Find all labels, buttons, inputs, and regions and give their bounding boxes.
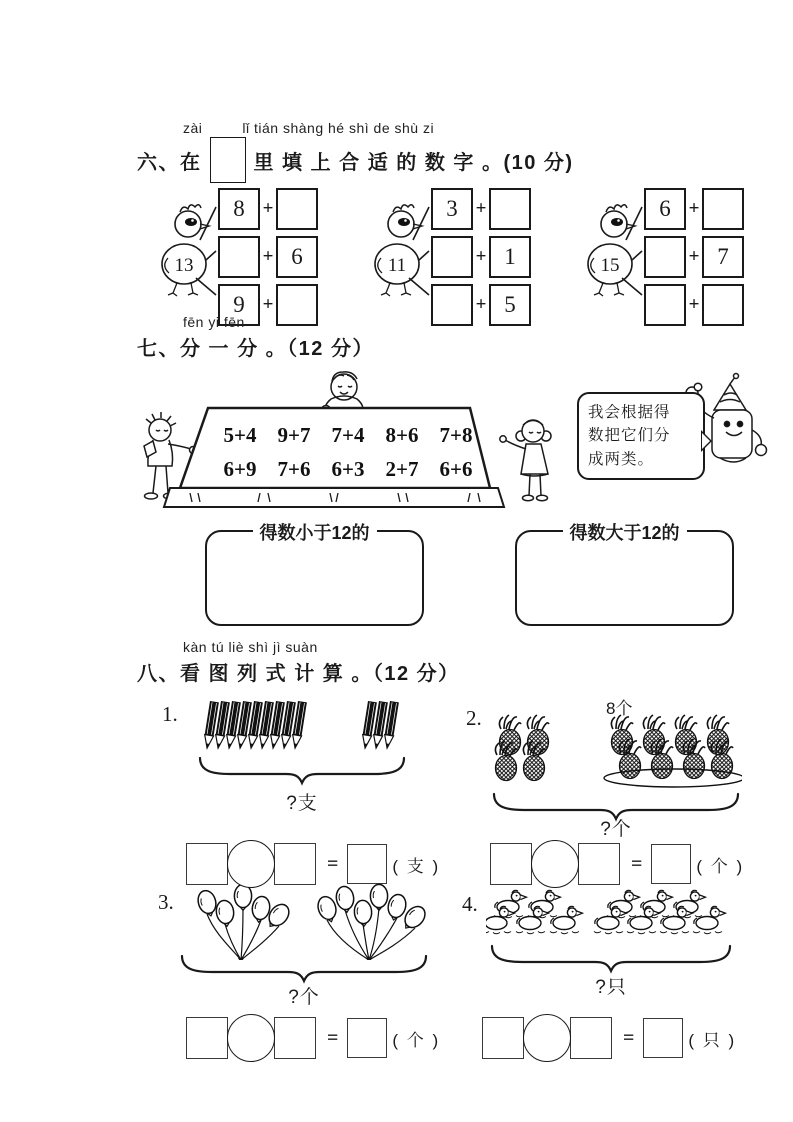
- problem-number: 3.: [158, 890, 174, 914]
- category-box-less-than-12[interactable]: [205, 523, 424, 626]
- answer-box[interactable]: [489, 188, 531, 230]
- equation-answer-box[interactable]: [651, 844, 691, 884]
- speech-bubble: [577, 392, 705, 480]
- answer-box[interactable]: [644, 284, 686, 326]
- decomposition-row: [644, 188, 744, 230]
- section8-title: 八、看 图 列 式 计 算 。（12 分）: [137, 663, 460, 685]
- question-label: ?个: [288, 987, 320, 1008]
- plus-sign: +: [262, 294, 274, 315]
- unit-label: ( 个 ): [392, 1030, 441, 1050]
- plus-sign: +: [688, 246, 700, 267]
- pinyin-rest: lǐ tián shàng hé shì de shù zi: [242, 120, 435, 136]
- number-box: 6: [644, 188, 686, 230]
- equals-sign: =: [623, 1026, 635, 1049]
- pinyin-zai: zài: [183, 120, 203, 136]
- equation-box[interactable]: [490, 843, 532, 885]
- section6-title-suffix: 里 填 上 合 适 的 数 字 。(10 分): [253, 151, 574, 174]
- board-expression: 9+7: [277, 423, 311, 447]
- equation-answer-box[interactable]: [347, 1018, 387, 1058]
- board-expression: 6+6: [439, 457, 473, 481]
- board-expression: 7+8: [439, 423, 473, 447]
- chick-diagram-11: [363, 188, 533, 320]
- answer-box[interactable]: [218, 236, 260, 278]
- section6-title: [137, 137, 574, 183]
- board-expression: 6+9: [223, 457, 257, 481]
- equation-row: [482, 1014, 736, 1062]
- underbrace: [178, 954, 430, 984]
- unit-label: ( 支 ): [392, 856, 441, 876]
- equation-answer-box[interactable]: [643, 1018, 683, 1058]
- number-box: 8: [218, 188, 260, 230]
- decomposition-row: [644, 284, 744, 326]
- decomposition-row: [218, 236, 318, 278]
- question-label: ?只: [595, 977, 627, 998]
- equation-answer-box[interactable]: [347, 844, 387, 884]
- decomposition-row: [218, 188, 318, 230]
- decomposition-row: [431, 236, 531, 278]
- category-box-greater-than-12[interactable]: [515, 523, 734, 626]
- section7-pinyin: fēn yi fēn: [183, 314, 245, 330]
- problem-number: 4.: [462, 892, 478, 916]
- number-box: 3: [431, 188, 473, 230]
- equation-box[interactable]: [578, 843, 620, 885]
- board-expression: 8+6: [385, 423, 419, 447]
- bubble-line: 数把它们分: [588, 427, 671, 445]
- decomposition-rows: [218, 188, 318, 326]
- equation-box[interactable]: [274, 1017, 316, 1059]
- inline-answer-box[interactable]: [210, 137, 246, 183]
- balloon-illustration: [185, 882, 435, 960]
- chick-total: 15: [600, 255, 620, 276]
- equation-box[interactable]: [482, 1017, 524, 1059]
- answer-box[interactable]: [702, 188, 744, 230]
- answer-box[interactable]: [644, 236, 686, 278]
- plus-sign: +: [262, 246, 274, 267]
- unit-label: ( 只 ): [688, 1030, 737, 1050]
- equation-operator-circle[interactable]: [531, 840, 579, 888]
- chick-total: 11: [387, 255, 407, 276]
- number-box: 5: [489, 284, 531, 326]
- problem-number: 2.: [466, 706, 482, 730]
- equation-operator-circle[interactable]: [523, 1014, 571, 1062]
- equation-box[interactable]: [186, 843, 228, 885]
- sorting-illustration: [140, 370, 785, 522]
- equation-box[interactable]: [274, 843, 316, 885]
- decomposition-rows: [644, 188, 744, 326]
- equation-row: [490, 840, 744, 888]
- chick-diagram-15: [576, 188, 746, 320]
- section7-title: 七、分 一 分 。（12 分）: [137, 338, 374, 360]
- plus-sign: +: [475, 246, 487, 267]
- category-box-label: 得数小于12的: [252, 519, 376, 545]
- count-label: 8个: [606, 699, 633, 718]
- plus-sign: +: [262, 198, 274, 219]
- question-label: ?支: [286, 793, 318, 814]
- equation-operator-circle[interactable]: [227, 1014, 275, 1062]
- number-box: 7: [702, 236, 744, 278]
- board-expression: 7+6: [277, 457, 311, 481]
- equals-sign: =: [631, 852, 643, 875]
- equation-row: [186, 840, 440, 888]
- section6-title-prefix: 六、在: [137, 151, 202, 174]
- answer-box[interactable]: [276, 188, 318, 230]
- plus-sign: +: [688, 294, 700, 315]
- plus-sign: +: [475, 198, 487, 219]
- question-label: ?个: [600, 819, 632, 840]
- equation-box[interactable]: [570, 1017, 612, 1059]
- equals-sign: =: [327, 852, 339, 875]
- board-illustration: [164, 408, 504, 507]
- equation-box[interactable]: [186, 1017, 228, 1059]
- number-box: 1: [489, 236, 531, 278]
- answer-box[interactable]: [276, 284, 318, 326]
- answer-box[interactable]: [431, 284, 473, 326]
- board-expression: 6+3: [331, 457, 365, 481]
- unit-label: ( 个 ): [696, 856, 745, 876]
- underbrace: [488, 944, 734, 974]
- equation-row: [186, 1014, 440, 1062]
- problem-number: 1.: [162, 702, 178, 726]
- board-expression: 5+4: [223, 423, 257, 447]
- answer-box[interactable]: [431, 236, 473, 278]
- decomposition-row: [431, 188, 531, 230]
- equals-sign: =: [327, 1026, 339, 1049]
- board-expression: 2+7: [385, 457, 419, 481]
- bubble-line: 我会根据得: [588, 404, 671, 421]
- pencil-group-illustration: [196, 698, 408, 754]
- plus-sign: +: [688, 198, 700, 219]
- decomposition-rows: [431, 188, 531, 326]
- category-box-label: 得数大于12的: [562, 519, 686, 545]
- underbrace: [196, 756, 408, 786]
- chick-total: 13: [174, 255, 194, 276]
- number-box: 9: [218, 284, 260, 326]
- girl-right-illustration: [500, 420, 551, 501]
- answer-box[interactable]: [702, 284, 744, 326]
- section6-pinyin: [183, 120, 434, 136]
- bubble-line: 成两类。: [588, 450, 655, 468]
- pineapple-illustration: [490, 712, 742, 792]
- duck-illustration: [486, 888, 738, 942]
- section8-pinyin: kàn tú liè shì jì suàn: [183, 639, 318, 655]
- number-box: 6: [276, 236, 318, 278]
- plus-sign: +: [475, 294, 487, 315]
- chick-diagram-13: [150, 188, 320, 320]
- decomposition-row: [431, 284, 531, 326]
- board-expression: 7+4: [331, 423, 365, 447]
- decomposition-row: [644, 236, 744, 278]
- equation-operator-circle[interactable]: [227, 840, 275, 888]
